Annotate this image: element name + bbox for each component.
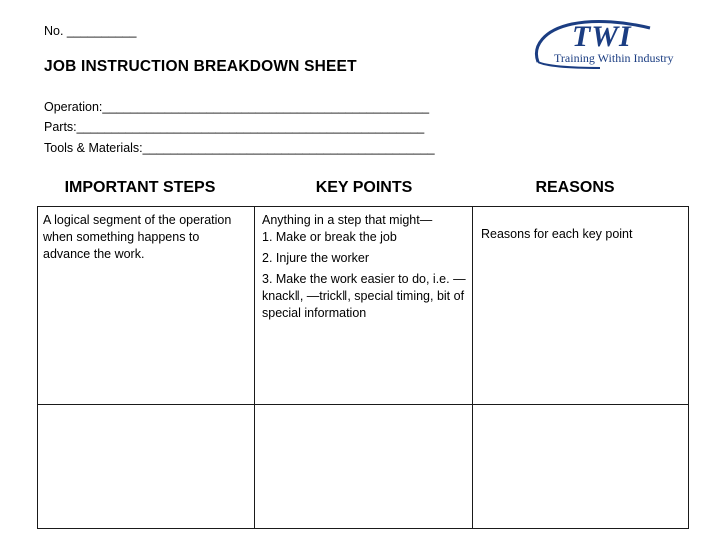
key-points-intro: Anything in a step that might—	[262, 213, 433, 227]
logo-mark: TWI	[572, 20, 632, 53]
number-field-line: No. __________	[44, 24, 137, 38]
twi-logo	[530, 10, 690, 72]
breakdown-table	[37, 206, 689, 529]
parts-field-line: Parts:__________________________________________________	[44, 120, 425, 134]
key-point-item: 3. Make the work easier to do, i.e. —knack‖, —trick‖, special timing, bit of special information	[262, 272, 466, 320]
key-point-item: 2. Injure the worker	[262, 251, 369, 265]
key-point-item: 1. Make or break the job	[262, 230, 397, 244]
key-points-cell	[262, 212, 468, 326]
reasons-description: Reasons for each key point	[481, 227, 633, 241]
column-divider	[254, 207, 255, 528]
operation-field-line: Operation:_______________________________________________	[44, 100, 430, 114]
important-steps-description: A logical segment of the operation when something happens to advance the work.	[43, 213, 232, 261]
sheet-title: JOB INSTRUCTION BREAKDOWN SHEET	[44, 58, 357, 75]
column-header-important-steps: IMPORTANT STEPS	[64, 179, 216, 196]
column-header-key-points: KEY POINTS	[315, 179, 413, 196]
column-divider	[472, 207, 473, 528]
logo-tagline: Training Within Industry	[554, 51, 674, 65]
column-header-reasons: REASONS	[535, 179, 615, 196]
row-divider	[38, 404, 688, 405]
tools-materials-field-line: Tools & Materials:__________________________________________	[44, 141, 435, 155]
